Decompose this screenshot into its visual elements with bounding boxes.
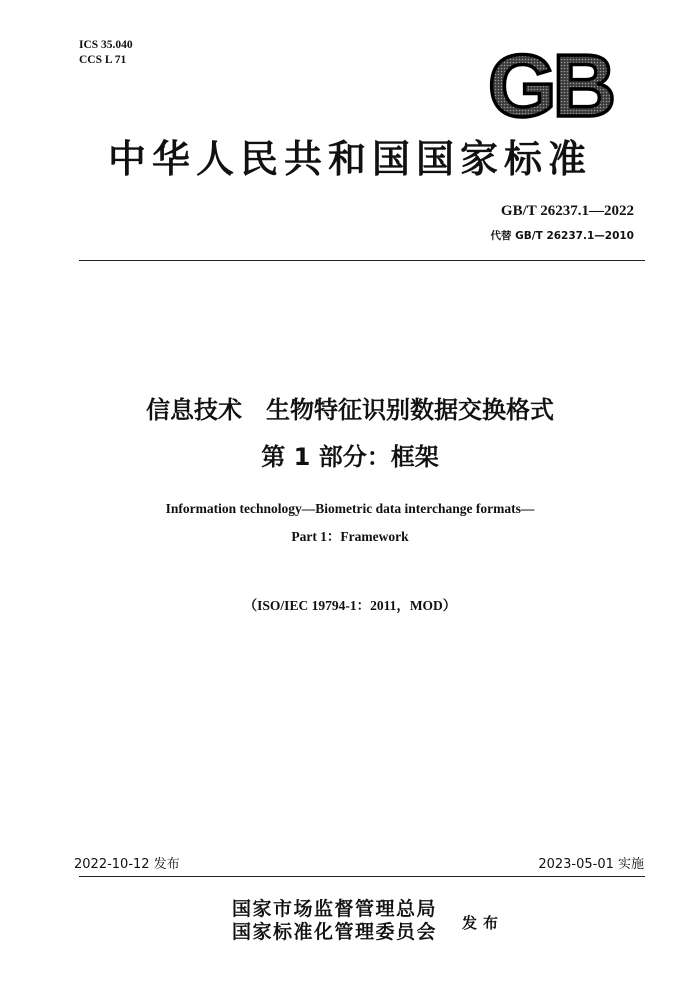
english-title-line2: Part 1：Framework [291,529,409,544]
ics-code: ICS 35.040 [79,39,133,51]
issuer-samr: 国家市场监督管理总局 [232,898,438,920]
gb-logo-text: GB [488,46,612,122]
issue-date: 2022-10-12 发布 [74,857,180,872]
publish-label: 发布 [462,914,505,932]
standard-number: GB/T 26237.1—2022 [500,203,634,219]
bottom-divider [79,876,645,877]
ccs-code: CCS L 71 [79,54,127,66]
chinese-title-line2: 第 1 部分：框架 [261,443,439,471]
classification-codes [79,38,133,68]
chinese-title-line1: 信息技术 生物特征识别数据交换格式 [146,396,554,424]
top-divider [79,260,645,261]
english-title-line1: Information technology—Biometric data interchange formats— [165,501,535,516]
national-standard-title: 中华人民共和国国家标准 [107,136,592,181]
gb-logo-icon [470,46,630,122]
iso-reference: （ISO/IEC 19794-1：2011，MOD） [243,598,457,613]
issuing-authorities [232,898,437,944]
issuer-sac: 国家标准化管理委员会 [232,921,438,943]
replaced-standard: 代替 GB/T 26237.1—2010 [490,230,634,242]
implementation-date: 2023-05-01 实施 [538,857,644,872]
